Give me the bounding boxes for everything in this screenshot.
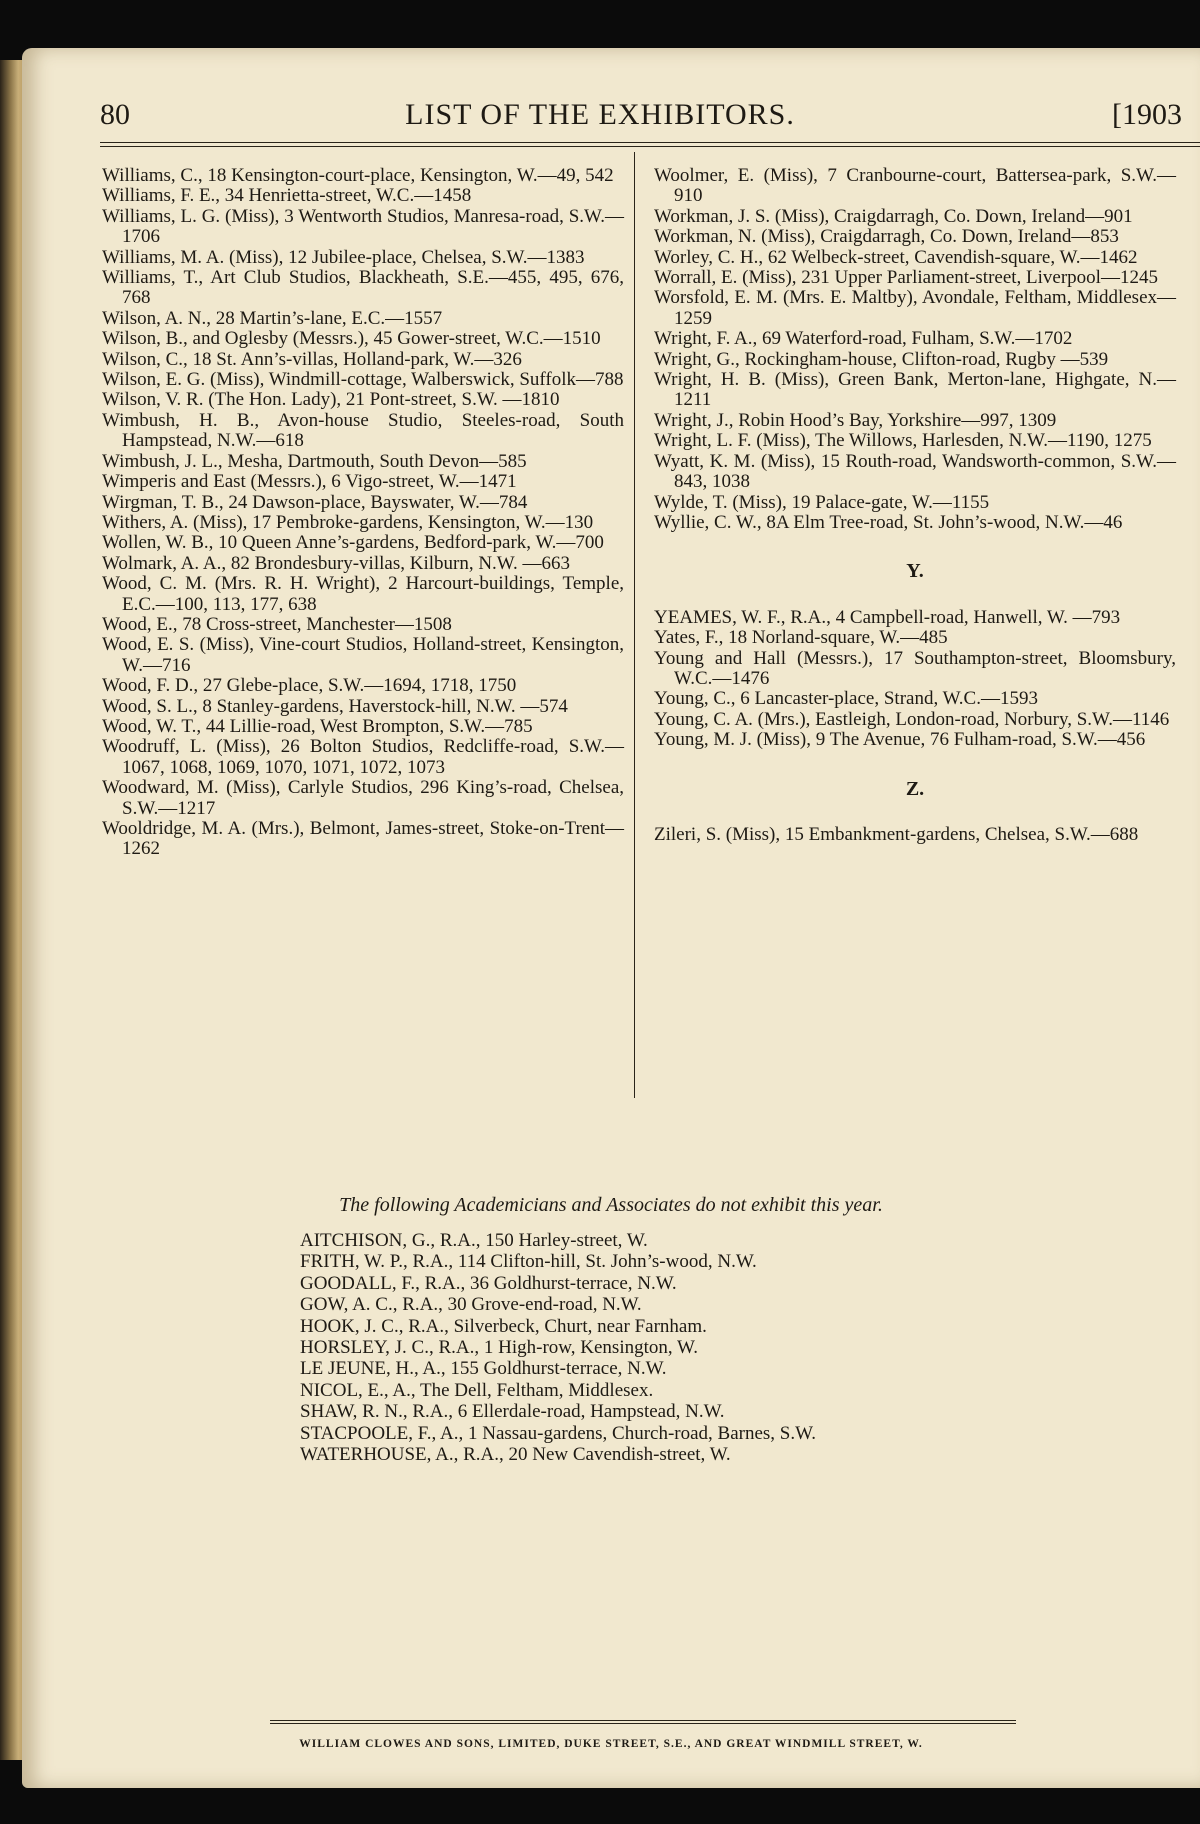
list-item: Young, C., 6 Lancaster-place, Strand, W.C.—1593 (654, 688, 1038, 710)
list-item: Wright, G., Rockingham-house, Clifton-road, Rugby —539 (654, 348, 1109, 370)
list-item: Wilson, E. G. (Miss), Windmill-cottage, Walberswick, Suffolk—788 (102, 369, 624, 391)
list-item: FRITH, W. P., R.A., 114 Clifton-hill, St. John’s-wood, N.W. (300, 1251, 757, 1273)
left-column (102, 166, 624, 860)
header-rule (100, 142, 1200, 143)
list-item: Wimperis and East (Messrs.), 6 Vigo-street, W.—1471 (102, 471, 517, 493)
list-item: Wylde, T. (Miss), 19 Palace-gate, W.—1155 (654, 491, 990, 513)
list-item: Yates, F., 18 Norland-square, W.—485 (654, 627, 948, 649)
list-item: Wyatt, K. M. (Miss), 15 Routh-road, Wandsworth-common, S.W.—843, 1038 (654, 450, 1176, 493)
list-item: HORSLEY, J. C., R.A., 1 High-row, Kensington, W. (300, 1337, 698, 1359)
column-divider (634, 152, 635, 1098)
list-item: Williams, C., 18 Kensington-court-place, Kensington, W.—49, 542 (102, 165, 614, 186)
list-item: Worley, C. H., 62 Welbeck-street, Cavendish-square, W.—1462 (654, 246, 1138, 268)
list-item: WATERHOUSE, A., R.A., 20 New Cavendish-street, W. (300, 1444, 731, 1466)
list-item: Wilson, C., 18 St. Ann’s-villas, Holland-park, W.—326 (102, 348, 522, 370)
list-item: Woolmer, E. (Miss), 7 Cranbourne-court, Battersea-park, S.W.—910 (654, 165, 1176, 207)
list-item: Wood, E. S. (Miss), Vine-court Studios, Holland-street, Kensington, W.—716 (102, 634, 624, 676)
page-header (100, 94, 1200, 134)
list-item: Wood, E., 78 Cross-street, Manchester—1508 (102, 613, 452, 635)
list-item: Workman, J. S. (Miss), Craigdarragh, Co. Down, Ireland—901 (654, 205, 1133, 227)
list-item: Wright, J., Robin Hood’s Bay, Yorkshire—997, 1309 (654, 409, 1057, 431)
list-item: Williams, M. A. (Miss), 12 Jubilee-place, Chelsea, S.W.—1383 (102, 246, 585, 268)
list-item: Wilson, A. N., 28 Martin’s-lane, E.C.—1557 (102, 307, 443, 329)
header-rule-double (100, 146, 1200, 147)
list-item: Young and Hall (Messrs.), 17 Southampton-street, Bloomsbury, W.C.—1476 (654, 647, 1176, 689)
list-item: Wood, S. L., 8 Stanley-gardens, Haverstock-hill, N.W. —574 (102, 695, 568, 717)
list-item: YEAMES, W. F., R.A., 4 Campbell-road, Hanwell, W. —793 (654, 606, 1121, 628)
right-column (654, 166, 1176, 845)
list-item: Wright, F. A., 69 Waterford-road, Fulham, S.W.—1702 (654, 328, 1073, 350)
list-item: Wolmark, A. A., 82 Brondesbury-villas, Kilburn, N.W. —663 (102, 552, 570, 574)
list-item: Wright, H. B. (Miss), Green Bank, Merton-lane, Highgate, N.—1211 (654, 369, 1176, 411)
list-item: Woodruff, L. (Miss), 26 Bolton Studios, Redcliffe-road, S.W.—1067, 1068, 1069, 1070, 1071, 1072, 1073 (102, 736, 624, 778)
list-item: Workman, N. (Miss), Craigdarragh, Co. Down, Ireland—853 (654, 226, 1119, 248)
list-item: Wooldridge, M. A. (Mrs.), Belmont, James-street, Stoke-on-Trent—1262 (102, 818, 624, 860)
list-item: LE JEUNE, H., A., 155 Goldhurst-terrace, N.W. (300, 1358, 667, 1380)
list-item: AITCHISON, G., R.A., 150 Harley-street, W. (300, 1230, 648, 1251)
list-item: Zileri, S. (Miss), 15 Embankment-gardens, Chelsea, S.W.—688 (654, 823, 1139, 845)
list-item: Woodward, M. (Miss), Carlyle Studios, 296 King’s-road, Chelsea, S.W.—1217 (102, 777, 624, 819)
list-item: Williams, T., Art Club Studios, Blackheath, S.E.—455, 495, 676, 768 (102, 267, 624, 309)
list-item: STACPOOLE, F., A., 1 Nassau-gardens, Church-road, Barnes, S.W. (300, 1422, 817, 1444)
list-item: GOW, A. C., R.A., 30 Grove-end-road, N.W. (300, 1294, 642, 1316)
list-item: Wood, W. T., 44 Lillie-road, West Brompton, S.W.—785 (102, 715, 533, 737)
list-item: Wilson, B., and Oglesby (Messrs.), 45 Gower-street, W.C.—1510 (102, 328, 601, 350)
list-item: Williams, F. E., 34 Henrietta-street, W.C.—1458 (102, 185, 472, 207)
list-item: Young, C. A. (Mrs.), Eastleigh, London-road, Norbury, S.W.—1146 (654, 708, 1170, 730)
non-exhibitor-list (300, 1230, 816, 1465)
list-item: NICOL, E., A., The Dell, Feltham, Middlesex. (300, 1379, 654, 1401)
footer-rule-double (270, 1723, 1016, 1724)
page-number: 80 (100, 98, 130, 131)
list-item: SHAW, R. N., R.A., 6 Ellerdale-road, Hampstead, N.W. (300, 1401, 725, 1423)
book-page (22, 48, 1200, 1788)
list-item: Wirgman, T. B., 24 Dawson-place, Bayswater, W.—784 (102, 491, 528, 513)
list-item: Wood, C. M. (Mrs. R. H. Wright), 2 Harcourt-buildings, Temple, E.C.—100, 113, 177, 638 (102, 573, 624, 615)
printer-imprint: WILLIAM CLOWES AND SONS, LIMITED, DUKE STREET, S.E., AND GREAT WINDMILL STREET, W. (299, 1738, 923, 1750)
non-exhibitor-notice: The following Academicians and Associates do not exhibit this year. (339, 1194, 883, 1216)
list-item: Wimbush, H. B., Avon-house Studio, Steeles-road, South Hampstead, N.W.—618 (102, 409, 624, 452)
section-heading-z: Z. (905, 777, 925, 800)
list-item: Withers, A. (Miss), 17 Pembroke-gardens, Kensington, W.—130 (102, 511, 594, 533)
page-title: LIST OF THE EXHIBITORS. (405, 98, 795, 131)
list-item: Wyllie, C. W., 8A Elm Tree-road, St. John’s-wood, N.W.—46 (654, 511, 1123, 533)
list-item: Wilson, V. R. (The Hon. Lady), 21 Pont-street, S.W. —1810 (102, 389, 560, 411)
list-item: HOOK, J. C., R.A., Silverbeck, Churt, near Farnham. (300, 1315, 707, 1337)
list-item: Wright, L. F. (Miss), The Willows, Harlesden, N.W.—1190, 1275 (654, 430, 1152, 452)
list-item: Wimbush, J. L., Mesha, Dartmouth, South Devon—585 (102, 450, 527, 472)
footer-rule (270, 1720, 1016, 1721)
list-item: Young, M. J. (Miss), 9 The Avenue, 76 Fulham-road, S.W.—456 (654, 729, 1146, 751)
list-item: GOODALL, F., R.A., 36 Goldhurst-terrace, N.W. (300, 1272, 677, 1294)
list-item: Wood, F. D., 27 Glebe-place, S.W.—1694, 1718, 1750 (102, 675, 517, 697)
list-item: Wollen, W. B., 10 Queen Anne’s-gardens, Bedford-park, W.—700 (102, 532, 604, 554)
section-heading-y: Y. (906, 560, 924, 583)
page-year: [1903 (1112, 98, 1182, 131)
list-item: Worsfold, E. M. (Mrs. E. Maltby), Avondale, Feltham, Middlesex—1259 (654, 287, 1176, 329)
list-item: Williams, L. G. (Miss), 3 Wentworth Studios, Manresa-road, S.W.—1706 (102, 205, 624, 248)
list-item: Worrall, E. (Miss), 231 Upper Parliament-street, Liverpool—1245 (654, 267, 1158, 289)
